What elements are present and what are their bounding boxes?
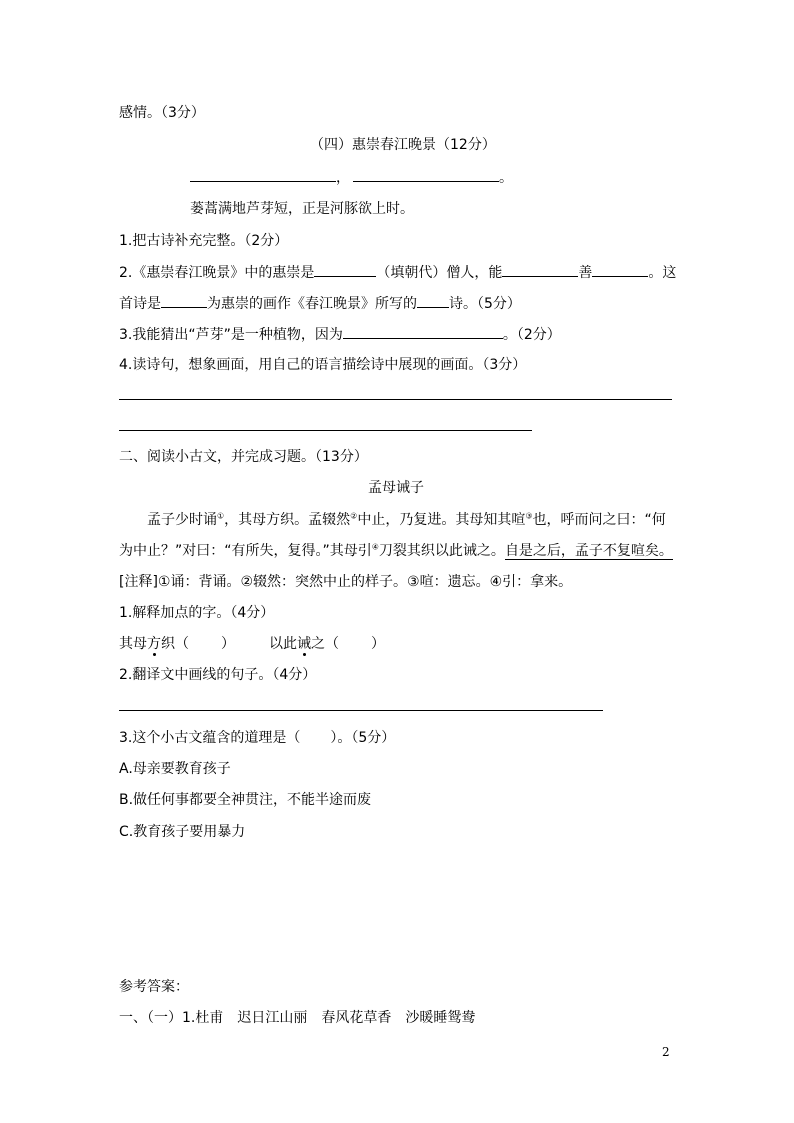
continued-text: 感情。（3分） <box>119 105 205 121</box>
answers-heading: 参考答案： <box>119 979 189 995</box>
s4-question-1: 1.把古诗补充完整。（2分） <box>119 233 289 249</box>
poem-fill-line: ， 。 <box>190 167 513 188</box>
s4-question-2-cont: 首诗是 为惠崇的画作《春江晚景》所写的 诗。（5分） <box>119 293 521 314</box>
notes: [注释]①诵：背诵。②辍然：突然中止的样子。③喧：遗忘。④引：拿来。 <box>119 574 573 590</box>
answer-line-1[interactable] <box>119 399 672 400</box>
answers-line-1: 一、（一）1.杜甫 迟日江山丽 春风花草香 沙暖睡鸳鸯 <box>119 1010 476 1026</box>
answer-line-2[interactable] <box>119 430 532 431</box>
q2-blank-2[interactable] <box>502 262 578 277</box>
option-b: B.做任何事都要全神贯注，不能半途而废 <box>119 792 372 808</box>
poem-blank-1[interactable] <box>190 167 336 182</box>
p2-question-1-items: 其母方织（ ） 以此诫之（ ） <box>119 636 385 652</box>
p2-question-2: 2.翻译文中画线的句子。（4分） <box>119 667 317 683</box>
p2-question-3: 3.这个小古文蕴含的道理是（ ）。（5分） <box>119 730 396 746</box>
p2-question-1: 1.解释加点的字。（4分） <box>119 605 275 621</box>
s4-question-4: 4.读诗句，想象画面，用自己的语言描绘诗中展现的画面。（3分） <box>119 357 527 373</box>
s4-question-3: 3.我能猜出“芦芽”是一种植物，因为 。（2分） <box>119 324 561 345</box>
translation-line[interactable] <box>119 710 603 711</box>
dotted-char-jie: 诫 <box>297 636 311 652</box>
q2-blank-dynasty[interactable] <box>314 262 376 277</box>
option-c: C.教育孩子要用暴力 <box>119 824 246 840</box>
q2-blank-3[interactable] <box>592 262 648 277</box>
dotted-char-fang: 方 <box>147 636 161 652</box>
passage-line-2: 为中止？”对曰：“有所失，复得。”其母引④刀裂其织以此诫之。自是之后，孟子不复喧矣。 <box>119 542 673 559</box>
underlined-sentence: 自是之后，孟子不复喧矣。 <box>504 543 673 559</box>
part2-title: 孟母诫子 <box>368 480 424 496</box>
option-a: A.母亲要教育孩子 <box>119 761 231 777</box>
q2-blank-4[interactable] <box>161 293 207 308</box>
poem-blank-2[interactable] <box>353 167 499 182</box>
s4-question-2: 2.《惠崇春江晚景》中的惠崇是 （填朝代）僧人，能 善 。这 <box>119 262 676 283</box>
page-number: 2 <box>662 1045 670 1059</box>
poem-line: 蒌蒿满地芦芽短，正是河豚欲上时。 <box>190 201 414 217</box>
q2-blank-5[interactable] <box>417 293 449 308</box>
q3-blank[interactable] <box>343 324 503 339</box>
passage-line-1: 孟子少时诵①，其母方织。孟辍然②中止，乃复进。其母知其喧③也，呼而问之曰：“何 <box>147 511 666 528</box>
section4-title: （四）惠崇春江晚景（12分） <box>310 137 496 153</box>
part2-heading: 二、阅读小古文，并完成习题。（13分） <box>119 449 368 465</box>
